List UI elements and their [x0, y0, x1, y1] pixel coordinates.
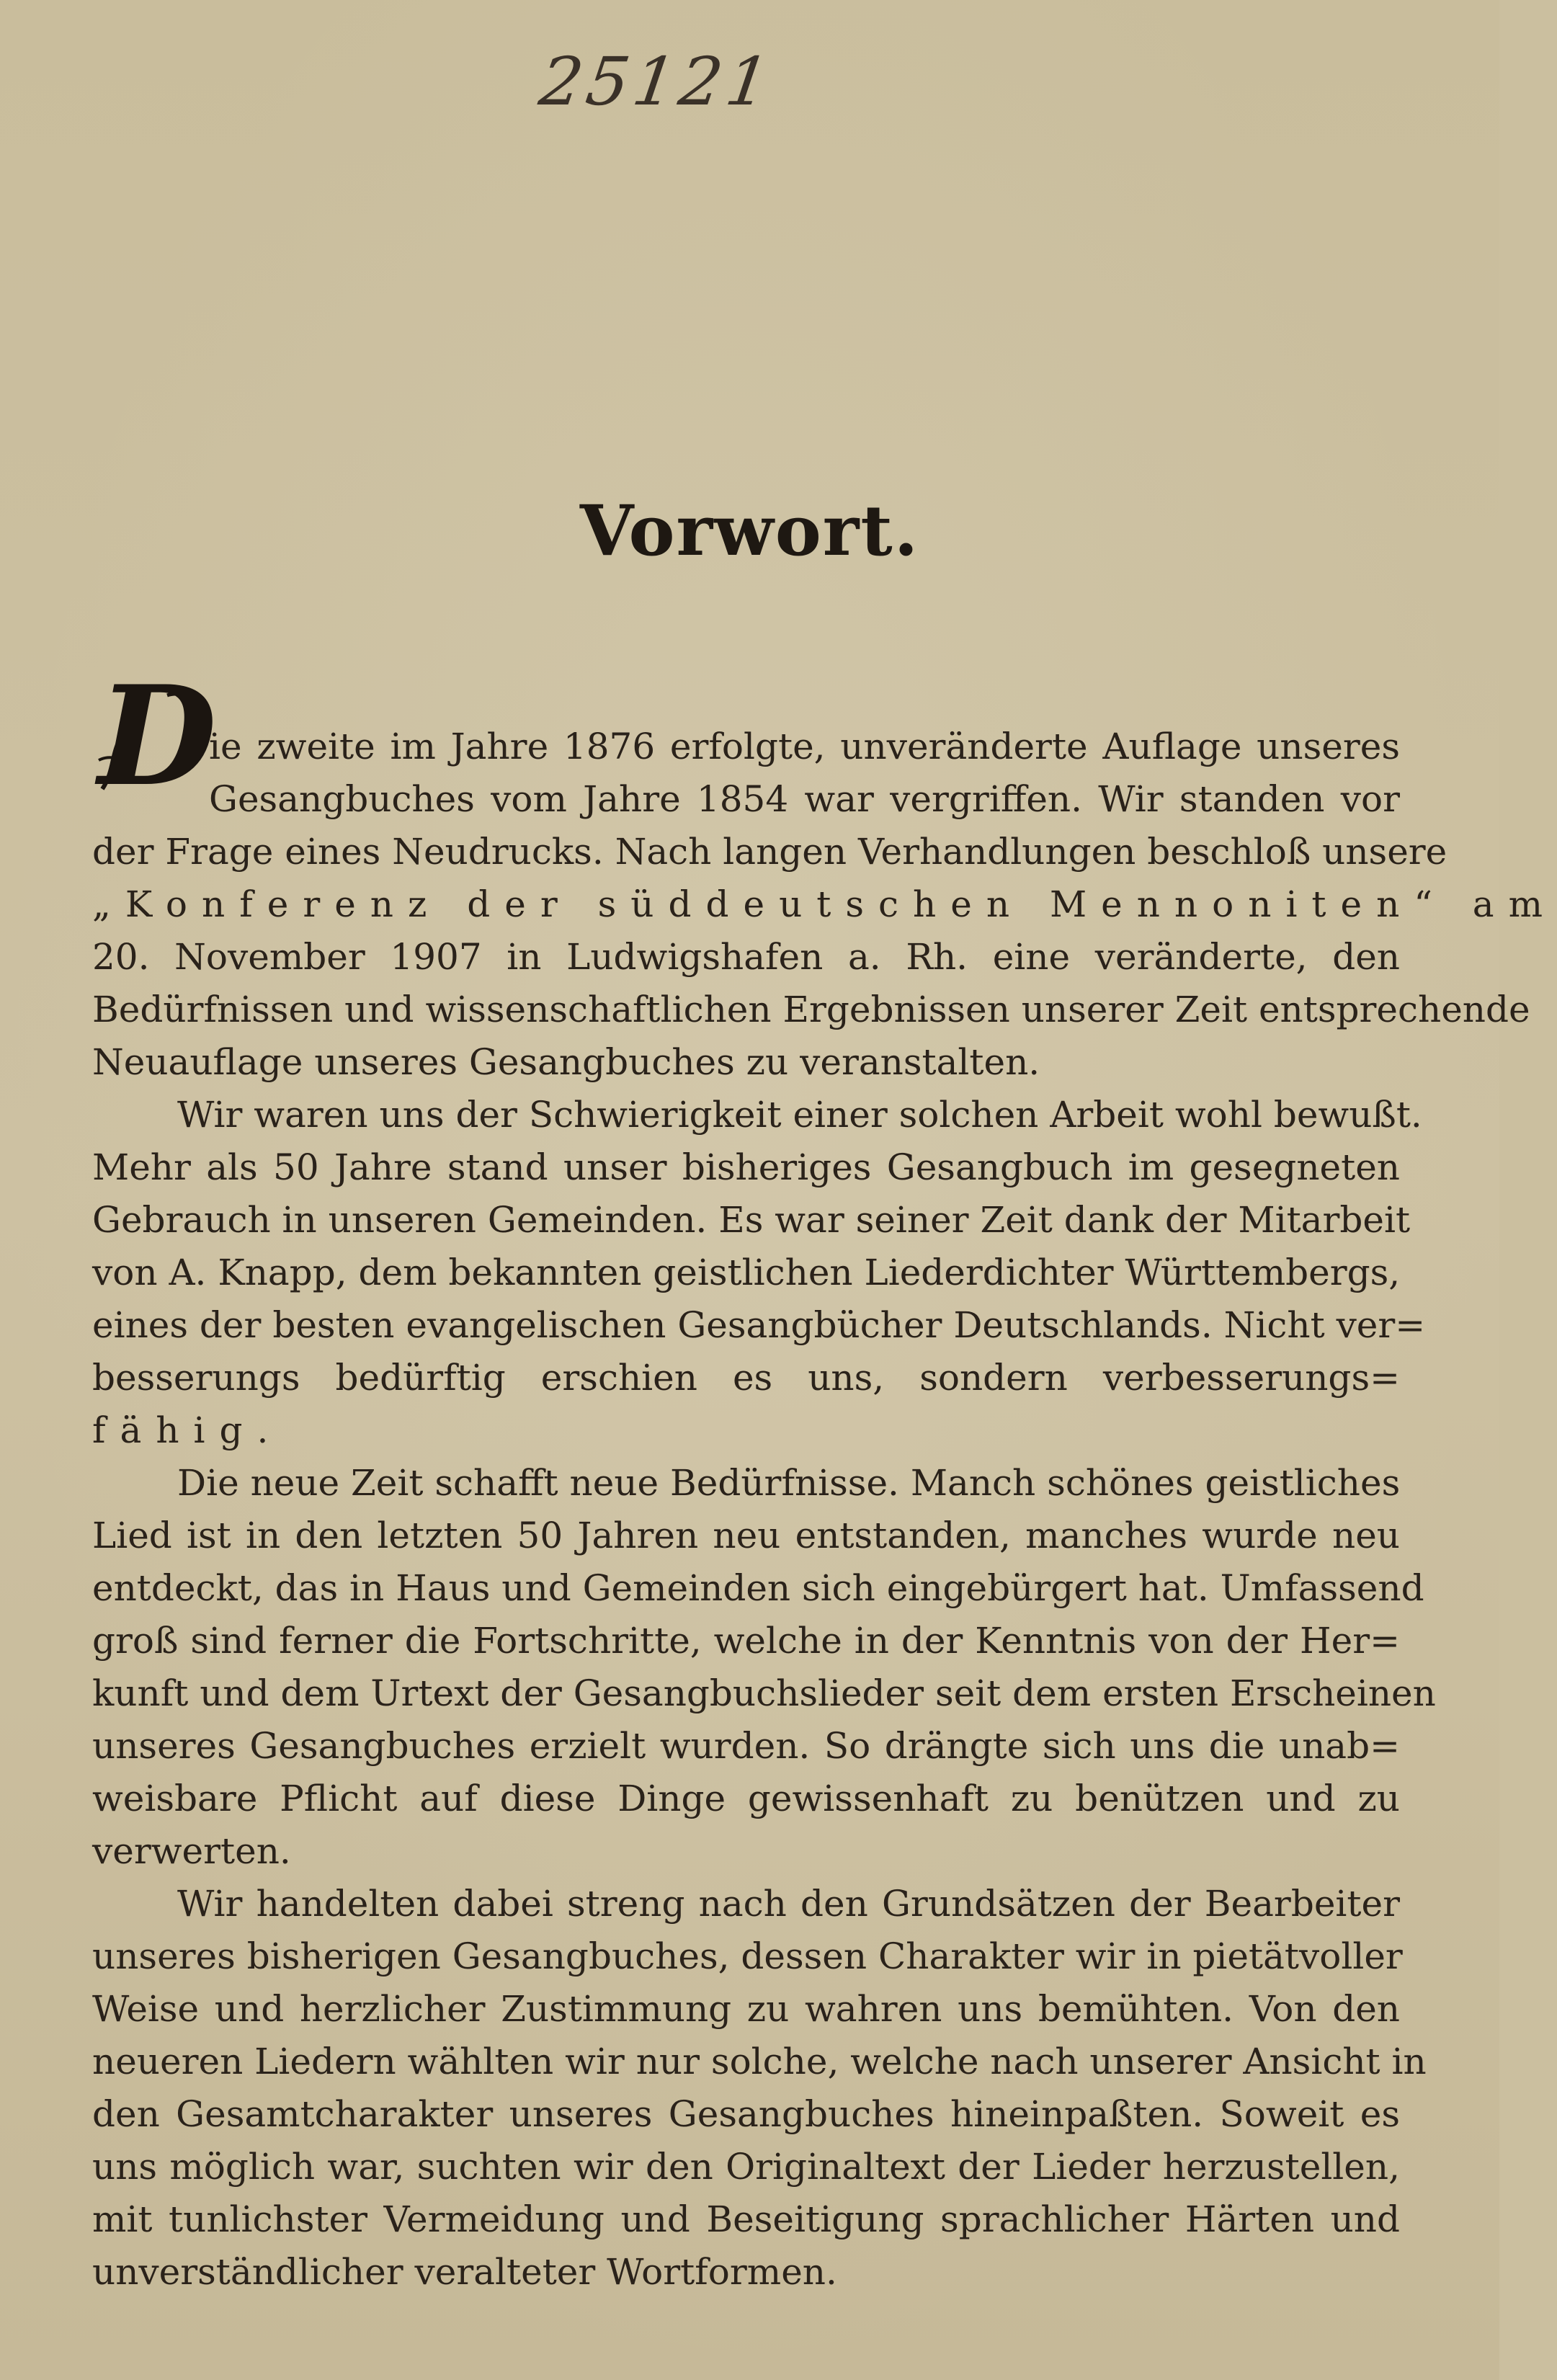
text-line: Neuauflage unseres Gesangbuches zu veranstalten.	[92, 1041, 1040, 1083]
text-line: Wir handelten dabei streng nach den Grundsätzen der Bearbeiter	[177, 1883, 1400, 1925]
text-line: verwerten.	[92, 1830, 291, 1872]
text-line: unseres bisherigen Gesangbuches, dessen Charakter wir in pietätvoller	[92, 1935, 1403, 1977]
text-line: besserungs bedürftig erschien es uns, sondern verbesserungs=	[92, 1357, 1400, 1399]
text-line: neueren Liedern wählten wir nur solche, welche nach unserer Ansicht in	[92, 2041, 1427, 2082]
drop-cap-letter: D	[98, 656, 217, 816]
text-line: mit tunlichster Vermeidung und Beseitigung sprachlicher Härten und	[92, 2198, 1400, 2240]
text-line: uns möglich war, suchten wir den Originaltext der Lieder herzustellen,	[92, 2146, 1400, 2188]
handwritten-shelfmark: 25121	[535, 43, 779, 120]
text-line: fähig.	[92, 1409, 283, 1451]
text-line: „Konferenz der süddeutschen Mennoniten“ am	[92, 883, 1557, 925]
text-line: unverständlicher veralteter Wortformen.	[92, 2251, 837, 2293]
text-line: von A. Knapp, dem bekannten geistlichen Liederdichter Württembergs,	[92, 1252, 1401, 1293]
text-line: Bedürfnissen und wissenschaftlichen Ergebnissen unserer Zeit entsprechende	[92, 989, 1530, 1030]
text-line: unseres Gesangbuches erzielt wurden. So drängte sich uns die unab=	[92, 1725, 1400, 1767]
text-line: der Frage eines Neudrucks. Nach langen Verhandlungen beschloß unsere	[92, 831, 1447, 873]
text-line: entdeckt, das in Haus und Gemeinden sich eingebürgert hat. Umfassend	[92, 1567, 1424, 1609]
text-line: Weise und herzlicher Zustimmung zu wahren uns bemühten. Von den	[92, 1988, 1400, 2030]
text-line: weisbare Pflicht auf diese Dinge gewissenhaft zu benützen und zu	[92, 1778, 1400, 1819]
text-line: eines der besten evangelischen Gesangbücher Deutschlands. Nicht ver=	[92, 1304, 1426, 1346]
text-line: Gebrauch in unseren Gemeinden. Es war seiner Zeit dank der Mitarbeit	[92, 1199, 1411, 1241]
page-title: Vorwort.	[579, 490, 920, 571]
text-line: Die neue Zeit schafft neue Bedürfnisse. Manch schönes geistliches	[177, 1462, 1401, 1504]
text-line: Wir waren uns der Schwierigkeit einer solchen Arbeit wohl bewußt.	[177, 1094, 1422, 1136]
preface-body	[92, 721, 1557, 2299]
text-line: Gesangbuches vom Jahre 1854 war vergriffen. Wir standen vor	[209, 778, 1400, 820]
text-line: kunft und dem Urtext der Gesangbuchslieder seit dem ersten Erscheinen	[92, 1672, 1436, 1714]
text-line: den Gesamtcharakter unseres Gesangbuches hineinpaßten. Soweit es	[92, 2093, 1400, 2135]
text-line: 20. November 1907 in Ludwigshafen a. Rh. eine veränderte, den	[92, 936, 1400, 978]
text-line: groß sind ferner die Fortschritte, welche in der Kenntnis von der Her=	[92, 1620, 1400, 1662]
text-line: ie zweite im Jahre 1876 erfolgte, unveränderte Auflage unseres	[209, 726, 1400, 767]
text-line: Lied ist in den letzten 50 Jahren neu entstanden, manches wurde neu	[92, 1515, 1400, 1556]
text-line: Mehr als 50 Jahre stand unser bisheriges Gesangbuch im gesegneten	[92, 1146, 1400, 1188]
